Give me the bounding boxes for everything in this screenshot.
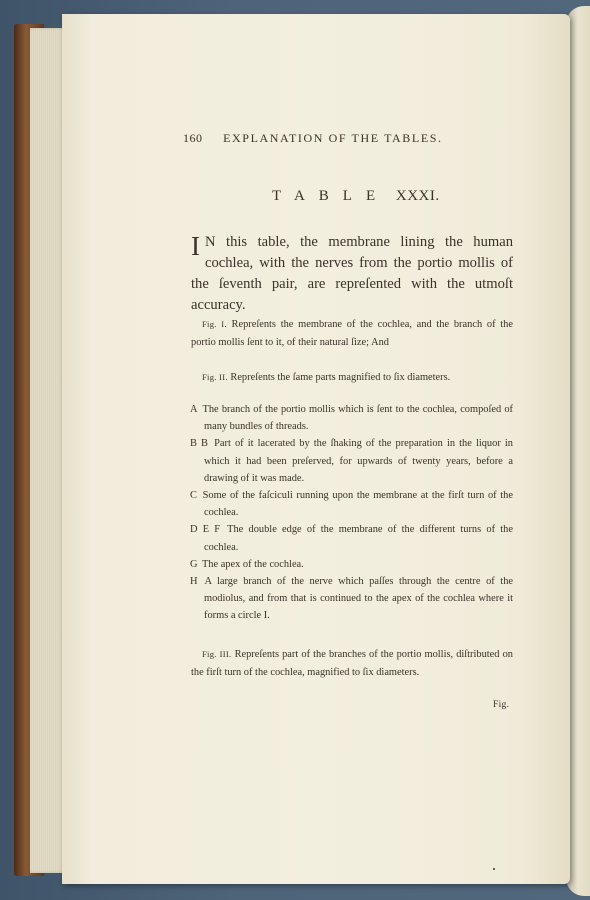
legend-key: H	[190, 576, 198, 588]
fig3-label: Fig. III.	[202, 649, 232, 659]
legend-text: The apex of the cochlea.	[201, 558, 304, 570]
legend-key: B B	[190, 438, 208, 450]
legend-item	[190, 435, 513, 487]
drop-cap: I	[191, 231, 200, 261]
fig1-text: Repreſents the membrane of the cochlea, and the branch of the portio mollis ſent to it, of their natural ſize; And	[191, 319, 513, 348]
legend-item	[190, 401, 513, 435]
running-title: EXPLANATION OF THE TABLES.	[223, 131, 443, 145]
legend-text: The double edge of the membrane of the different turns of the cochlea.	[204, 524, 513, 553]
table-title-word: TABLE	[272, 188, 390, 204]
fig1-label: Fig. I.	[202, 319, 227, 329]
figure-legend	[190, 401, 513, 625]
legend-item	[190, 521, 513, 555]
legend-key: D E F	[190, 524, 221, 536]
fig2-label: Fig. II.	[202, 372, 228, 382]
fig3-text: Repreſents part of the branches of the portio mollis, diſtributed on the firſt turn of the cochlea, magnified to ſix diameters.	[191, 649, 513, 678]
legend-key: C	[190, 490, 197, 502]
legend-key: A	[190, 404, 198, 415]
legend-text: The branch of the portio mollis which is ſent to the cochlea, compoſed of many bundles of threads.	[202, 404, 513, 433]
legend-item	[190, 487, 513, 521]
catchword: Fig.	[493, 700, 510, 710]
fig1-paragraph	[191, 315, 513, 352]
fig2-paragraph	[191, 368, 513, 387]
table-title	[272, 188, 440, 205]
intro-paragraph	[191, 232, 513, 316]
fig3-paragraph	[191, 645, 513, 682]
page-number: 160	[183, 131, 203, 145]
legend-text: Some of the faſciculi running upon the membrane at the firſt turn of the cochlea.	[202, 490, 513, 519]
page-edges	[30, 28, 66, 873]
fig2-text: Repreſents the ſame parts magnified to ſix diameters.	[230, 372, 451, 383]
intro-text: N this table, the membrane lining the human cochlea, with the nerves from the portio mollis of the ſeventh pair, are repreſented with the utmoſt accuracy.	[191, 234, 513, 313]
ink-dot	[493, 868, 495, 870]
table-title-numeral: XXXI.	[395, 188, 440, 204]
running-header	[183, 131, 443, 146]
legend-item	[190, 556, 513, 573]
legend-text: A large branch of the nerve which paſſes through the centre of the modiolus, and from that is continued to the apex of the cochlea where it forms a circle I.	[204, 576, 514, 622]
legend-item	[190, 573, 513, 625]
legend-key: G	[190, 558, 198, 570]
legend-text: Part of it lacerated by the ſhaking of the preparation in the liquor in which it had been preſerved, for upwards of twenty years, before a drawing of it was made.	[204, 438, 513, 484]
